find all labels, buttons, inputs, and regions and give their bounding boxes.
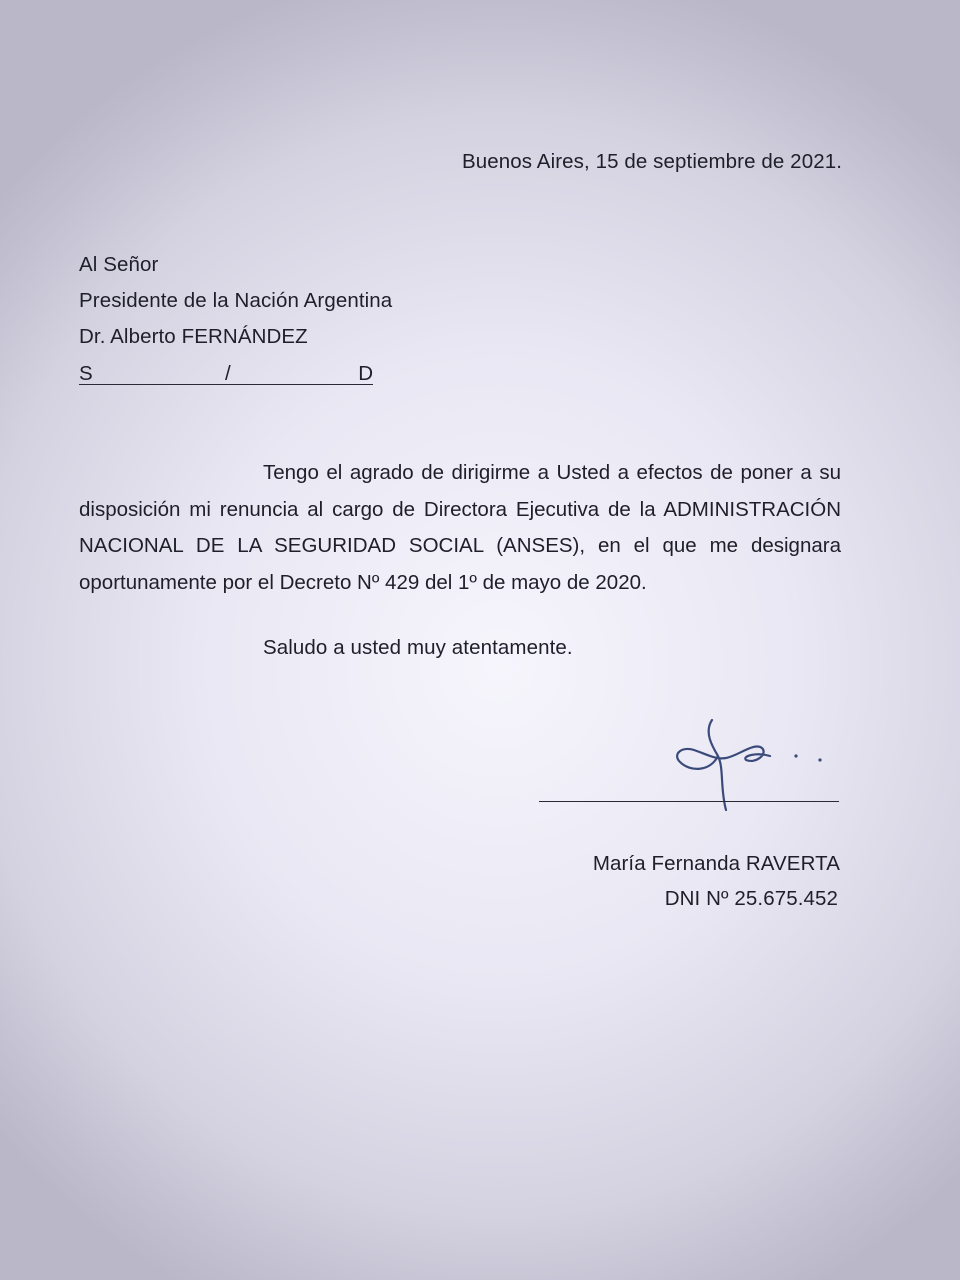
date-line: Buenos Aires, 15 de septiembre de 2021. (462, 150, 842, 173)
handwritten-signature (660, 712, 840, 822)
signer-name: María Fernanda RAVERTA (592, 852, 840, 875)
sd-s-letter: S (79, 362, 93, 385)
signer-dni: DNI Nº 25.675.452 (664, 887, 838, 910)
closing-line: Saludo a usted muy atentamente. (263, 636, 573, 659)
signature-line (539, 801, 839, 802)
addressee-title: Presidente de la Nación Argentina (79, 289, 393, 312)
signature-dot (794, 754, 797, 757)
su-despacho-line (79, 360, 373, 385)
sd-d-letter: D (358, 362, 373, 385)
body-paragraph: Tengo el agrado de dirigirme a Usted a efectos de poner a su disposición mi renuncia al cargo de Directora Ejecutiva de la ADMINISTRACIÓN NACIONAL DE LA SEGURIDAD SOCIAL (ANSES), en el que me designara oportunamente por el Decreto Nº 429 del 1º de mayo de 2020. (79, 461, 841, 594)
signature-stroke (677, 720, 770, 810)
addressee-name: Dr. Alberto FERNÁNDEZ (79, 325, 308, 348)
addressee-salutation: Al Señor (79, 253, 159, 276)
signature-dot (818, 758, 821, 761)
sd-slash: / (225, 362, 231, 385)
